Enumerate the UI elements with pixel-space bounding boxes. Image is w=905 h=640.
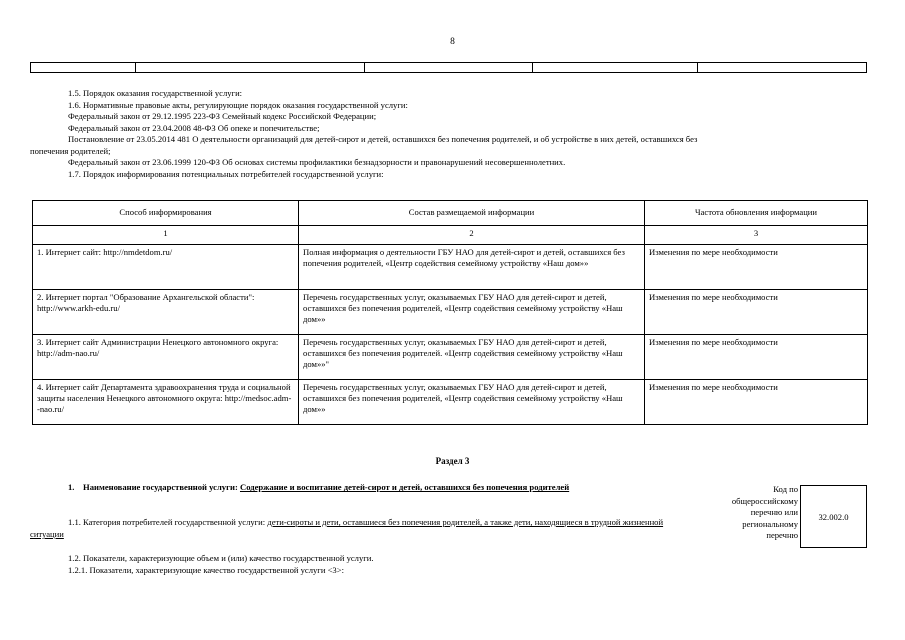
intro-line: Постановление от 23.05.2014 481 О деятельности организаций для детей-сирот и детей, оставшихся без попечения родителей, и об устройстве в них детей, оставшихся без <box>68 134 698 144</box>
code-label-line: Код по <box>773 484 798 494</box>
table-row <box>33 290 868 335</box>
page-number: 8 <box>450 37 455 47</box>
table-cell: Изменения по мере необходимости <box>645 290 868 335</box>
table-cell: Перечень государственных услуг, оказываемых ГБУ НАО для детей-сирот и детей, оставшихся без попечения родителей. «Центр содействия семейному устройству «Наш дом»»" <box>299 335 645 380</box>
table-cell: 3. Интернет сайт Администрации Ненецкого автономного округа: http://adm-nao.ru/ <box>33 335 299 380</box>
table-cell: Перечень государственных услуг, оказываемых ГБУ НАО для детей-сирот и детей, оставшихся без попечения родителей, «Центр содействия семейному устройству «Наш дом»» <box>299 380 645 425</box>
code-label-line: перечню или <box>750 507 798 517</box>
table-row <box>33 335 868 380</box>
table-header-row <box>33 201 868 226</box>
intro-block <box>30 88 870 180</box>
category-value: дети-сироты и дети, оставшиеся без попечения родителей, а также дети, находящиеся в трудной жизненной ситуации <box>30 517 664 539</box>
strip-cell <box>31 63 136 72</box>
header-cell: Частота обновления информации <box>645 201 868 226</box>
intro-line: Федеральный закон от 23.06.1999 120-ФЗ Об основах системы профилактики безнадзорности и правонарушений несовершеннолетних. <box>68 157 566 167</box>
column-number: 2 <box>299 226 645 245</box>
code-label-line: региональному <box>742 518 798 529</box>
strip-cell <box>136 63 365 72</box>
strip-cell <box>698 63 866 72</box>
table-continuation-strip <box>30 62 867 73</box>
intro-line: 1.5. Порядок оказания государственной услуги: <box>68 88 243 98</box>
table-row <box>33 380 868 425</box>
code-label-line: общероссийскому <box>731 495 798 506</box>
table-cell: 2. Интернет портал "Образование Архангельской области": http://www.arkh-edu.ru/ <box>33 290 299 335</box>
consumer-category <box>30 516 670 540</box>
column-number: 3 <box>645 226 868 245</box>
strip-cell <box>533 63 699 72</box>
indicators-line: 1.2.1. Показатели, характеризующие качество государственной услуги <3>: <box>68 565 344 575</box>
intro-line: попечения родителей; <box>30 145 111 156</box>
intro-line: 1.6. Нормативные правовые акты, регулирующие порядок оказания государственной услуги: <box>68 99 408 110</box>
table-cell: Перечень государственных услуг, оказываемых ГБУ НАО для детей-сирот и детей, оставшихся без попечения родителей, «Центр содействия семейному устройству «Наш дом»» <box>299 290 645 335</box>
table-cell: 4. Интернет сайт Департамента здравоохранения труда и социальной защиты населения Ненецкого автономного округа: http://medsoc.adm--nao.ru/ <box>33 380 299 425</box>
indicators-block <box>68 552 374 576</box>
code-value: 32.002.0 <box>818 511 849 522</box>
service-name: Содержание и воспитание детей-сирот и детей, оставшихся без попечения родителей <box>239 482 570 492</box>
header-cell: Способ информирования <box>33 201 299 226</box>
column-number-row <box>33 226 868 245</box>
table-cell: Полная информация о деятельности ГБУ НАО для детей-сирот и детей, оставшихся без попечения родителей, «Центр содействия семейному устройству «Наш дом»» <box>299 245 645 290</box>
table-row <box>33 245 868 290</box>
intro-line: Федеральный закон от 29.12.1995 223-ФЗ Семейный кодекс Российской Федерации; <box>68 111 377 121</box>
table-cell: Изменения по мере необходимости <box>645 245 868 290</box>
table-cell: Изменения по мере необходимости <box>645 380 868 425</box>
header-cell: Состав размещаемой информации <box>299 201 645 226</box>
service-name-line <box>68 481 658 493</box>
strip-cell <box>365 63 533 72</box>
code-label <box>700 484 798 542</box>
service-label: Наименование государственной услуги: <box>83 482 238 492</box>
indicators-line: 1.2. Показатели, характеризующие объем и (или) качество государственной услуги. <box>68 553 374 563</box>
table-cell: Изменения по мере необходимости <box>645 335 868 380</box>
code-label-line: перечню <box>766 530 798 540</box>
code-box <box>800 485 867 548</box>
information-table <box>32 200 868 425</box>
section-title: Раздел 3 <box>435 456 470 466</box>
intro-line: 1.7. Порядок информирования потенциальных потребителей государственной услуги: <box>68 168 384 179</box>
service-number: 1. <box>68 482 75 492</box>
intro-line: Федеральный закон от 23.04.2008 48-ФЗ Об опеке и попечительстве; <box>68 122 320 133</box>
table-cell: 1. Интернет сайт: http://nmdetdom.ru/ <box>33 245 299 290</box>
category-label: 1.1. Категория потребителей государственной услуги: <box>68 517 266 527</box>
column-number: 1 <box>33 226 299 245</box>
